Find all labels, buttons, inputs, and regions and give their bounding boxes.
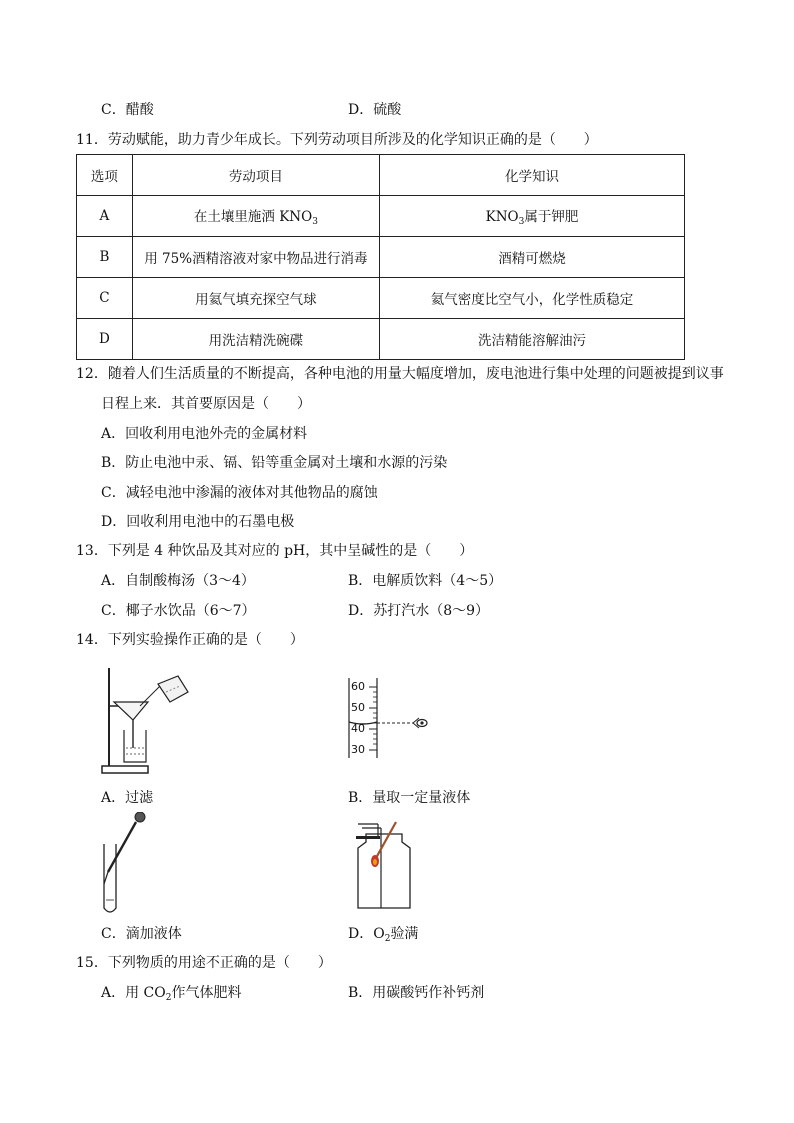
table-header-row bbox=[77, 155, 685, 196]
q14-option-c: C．滴加液体 bbox=[101, 926, 182, 942]
q14-option-d: D．$O_2$验满 bbox=[348, 926, 419, 944]
tick-label: 60 bbox=[351, 680, 365, 693]
q12-option-b: B．防止电池中汞、镉、铅等重金属对土壤和水源的污染 bbox=[101, 455, 448, 471]
row-key: C bbox=[77, 278, 133, 319]
row-key: A bbox=[77, 196, 133, 237]
row-knowledge: $KNO_3$属于钾肥 bbox=[380, 196, 685, 237]
q12-option-a: A．回收利用电池外壳的金属材料 bbox=[101, 426, 308, 442]
tick-label: 50 bbox=[351, 701, 365, 714]
tick-label: 40 bbox=[351, 722, 365, 735]
row-key: B bbox=[77, 237, 133, 278]
header-option: 选项 bbox=[77, 155, 133, 196]
q10-option-d: D．硫酸 bbox=[348, 102, 402, 118]
q12-stem-line2: 日程上来．其首要原因是（ ） bbox=[101, 396, 311, 412]
tick-label: 30 bbox=[351, 743, 365, 756]
q14-option-b: B．量取一定量液体 bbox=[348, 790, 471, 806]
q11-table bbox=[76, 154, 685, 360]
q13-option-a: A．自制酸梅汤（3～4） bbox=[101, 573, 255, 589]
q14-stem: 14．下列实验操作正确的是（ ） bbox=[76, 632, 304, 648]
oxygen-bottle-figure bbox=[356, 820, 416, 912]
row-project: 在土壤里施洒 $KNO_3$ bbox=[132, 196, 379, 237]
q15-option-b: B．用碳酸钙作补钙剂 bbox=[348, 985, 485, 1001]
q12-option-d: D．回收利用电池中的石墨电极 bbox=[101, 514, 295, 530]
q13-stem: 13．下列是 4 种饮品及其对应的 pH，其中呈碱性的是（ ） bbox=[76, 543, 474, 559]
q15-stem: 15．下列物质的用途不正确的是（ ） bbox=[76, 955, 332, 971]
q15-option-a: A．用 $CO_2$作气体肥料 bbox=[101, 985, 242, 1003]
dropper-test-tube-figure bbox=[96, 812, 156, 917]
q14-option-a: A．过滤 bbox=[101, 790, 154, 806]
filtration-apparatus-figure bbox=[100, 662, 195, 777]
header-knowledge: 化学知识 bbox=[380, 155, 685, 196]
q13-option-d: D．苏打汽水（8～9） bbox=[348, 603, 490, 619]
row-knowledge: 酒精可燃烧 bbox=[380, 237, 685, 278]
header-project: 劳动项目 bbox=[132, 155, 379, 196]
row-knowledge: 氦气密度比空气小，化学性质稳定 bbox=[380, 278, 685, 319]
table-row bbox=[77, 319, 685, 360]
q10-option-c: C．醋酸 bbox=[101, 102, 154, 118]
row-knowledge: 洗洁精能溶解油污 bbox=[380, 319, 685, 360]
q13-option-c: C．椰子水饮品（6～7） bbox=[101, 603, 256, 619]
row-project: 用洗洁精洗碗碟 bbox=[132, 319, 379, 360]
q13-option-b: B．电解质饮料（4～5） bbox=[348, 573, 503, 589]
row-project: 用 75%酒精溶液对家中物品进行消毒 bbox=[132, 237, 379, 278]
row-project: 用氦气填充探空气球 bbox=[132, 278, 379, 319]
q12-option-c: C．减轻电池中渗漏的液体对其他物品的腐蚀 bbox=[101, 485, 378, 501]
row-key: D bbox=[77, 319, 133, 360]
table-row bbox=[77, 196, 685, 237]
table-row bbox=[77, 237, 685, 278]
q12-stem-line1: 12．随着人们生活质量的不断提高，各种电池的用量大幅度增加，废电池进行集中处理的问题被提到议事 bbox=[76, 366, 724, 382]
table-row bbox=[77, 278, 685, 319]
q11-stem: 11．劳动赋能，助力青少年成长。下列劳动项目所涉及的化学知识正确的是（ ） bbox=[76, 132, 598, 148]
